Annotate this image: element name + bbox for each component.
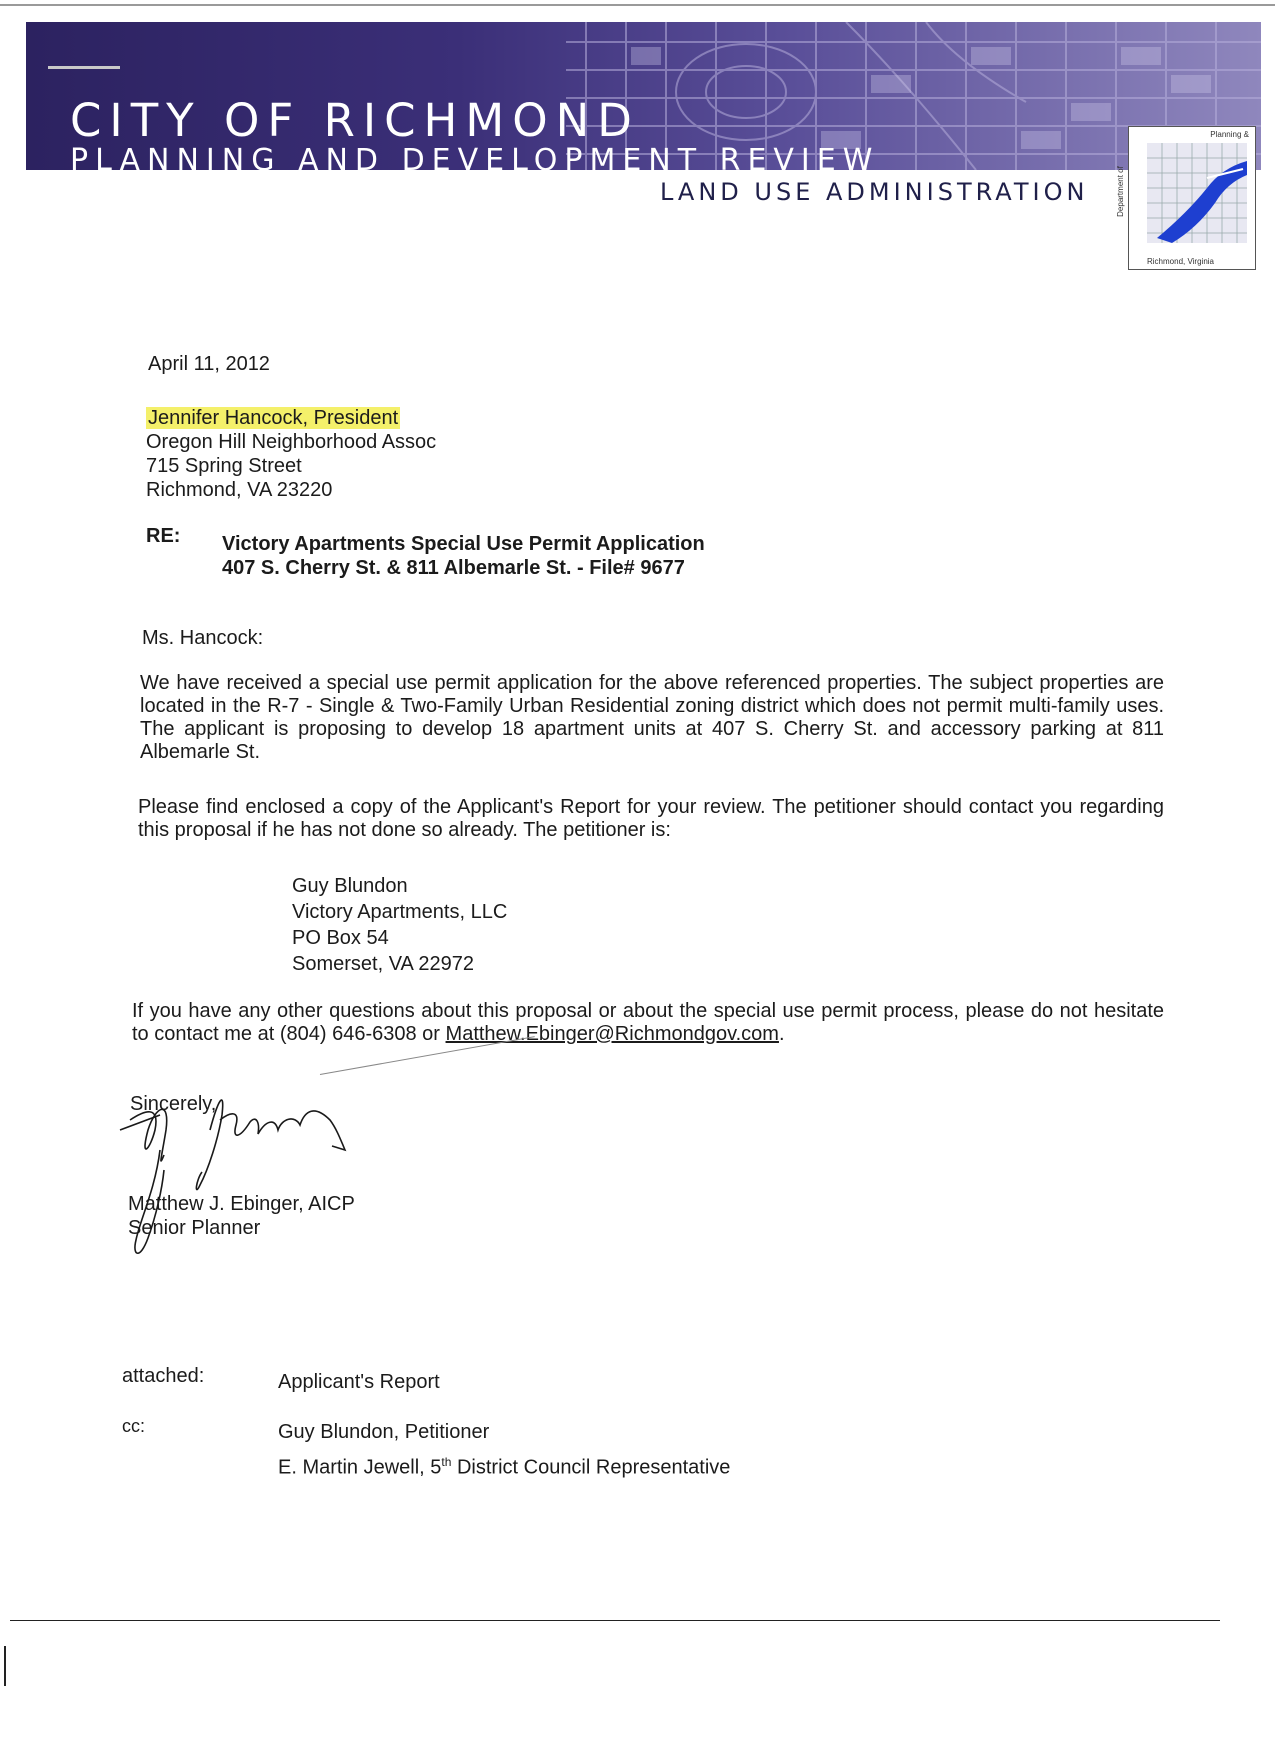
logo-top-label: Planning & [1210,130,1249,139]
scan-margin-mark [4,1646,6,1686]
department-logo [1115,126,1256,270]
cc-2-name: E. Martin Jewell, 5 [278,1456,442,1479]
letterhead-banner [26,22,1261,170]
city-name: CITY OF RICHMOND [70,94,640,147]
recipient-street: 715 Spring Street [146,455,302,477]
petitioner-po-box: PO Box 54 [292,927,389,949]
email-trailing-period: . [778,1023,785,1045]
body-paragraph-3 [132,1000,1164,1046]
re-line-2: 407 S. Cherry St. & 811 Albemarle St. - File# 9677 [222,557,685,579]
recipient-org: Oregon Hill Neighborhood Assoc [146,431,437,453]
body-paragraph-1: We have received a special use permit application for the above referenced properties. The subject properties are located in the R-7 - Single & Two-Family Urban Residential zoning district which does not permit multi-family uses. The applicant is proposing to develop 18 apartment units at 407 S. Cherry St. and accessory parking at 811 Albemarle St. [140,672,1164,763]
footer-rule [10,1620,1220,1621]
closing: Sincerely, [130,1093,217,1115]
petitioner-city: Somerset, VA 22972 [292,953,474,975]
logo-map-icon [1147,143,1247,243]
cc-label: cc: [122,1416,146,1436]
cc-recipient-2 [278,1450,730,1480]
salutation: Ms. Hancock: [142,627,264,649]
cc-2-ordinal: th [441,1455,452,1469]
scan-edge-line [0,4,1275,6]
attached-value: Applicant's Report [278,1371,440,1393]
cc-2-role: District Council Representative [451,1456,731,1479]
re-label: RE: [146,525,181,547]
logo-bottom-label: Richmond, Virginia [1147,257,1214,266]
banner-pin-mark [48,66,120,69]
sender-title: Senior Planner [128,1217,261,1239]
recipient-city: Richmond, VA 23220 [146,479,333,501]
attached-label: attached: [122,1365,205,1387]
handwritten-signature [100,1060,380,1300]
petitioner-name: Guy Blundon [292,875,408,897]
division-name: PLANNING AND DEVELOPMENT REVIEW [70,143,880,170]
letter-date: April 11, 2012 [148,353,270,375]
contact-email-link[interactable]: Matthew.Ebinger@Richmondgov.com [445,1023,779,1045]
logo-side-label: Department of [1115,166,1125,217]
body-paragraph-2: Please find enclosed a copy of the Applicant's Report for your review. The petitioner should contact you regarding this proposal if he has not done so already. The petitioner is: [138,796,1164,841]
petitioner-company: Victory Apartments, LLC [292,901,508,923]
re-line-1: Victory Apartments Special Use Permit Application [222,533,705,555]
sender-name: Matthew J. Ebinger, AICP [128,1193,355,1215]
cc-recipient-1: Guy Blundon, Petitioner [278,1421,490,1443]
recipient-name-line [146,406,400,430]
subdivision-name: LAND USE ADMINISTRATION [660,178,1089,206]
paragraph-3-text: If you have any other questions about this proposal or about the special use permit process, please do not hesitate to contact me at (804) 646-6308 or [132,1000,1164,1045]
recipient-name: Jennifer Hancock, President [148,407,399,429]
